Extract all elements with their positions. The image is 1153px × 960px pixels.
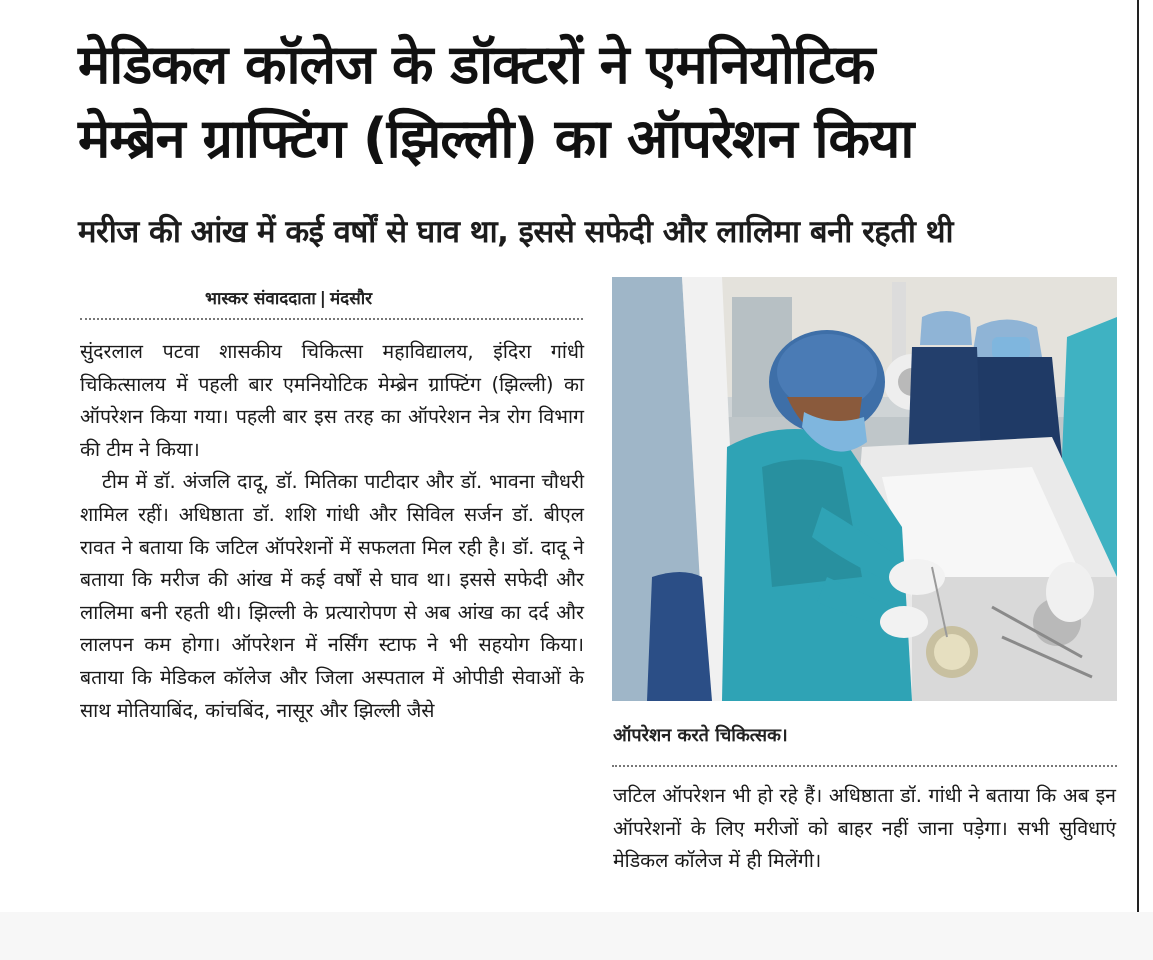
byline-place: मंदसौर bbox=[330, 289, 373, 309]
article-body-right-column bbox=[613, 780, 1116, 878]
article-paragraph-1: सुंदरलाल पटवा शासकीय चिकित्सा महाविद्यालय, इंदिरा गांधी चिकित्सालय में पहली बार एमनियोटिक मेम्ब्रेन ग्राफ्टिंग (झिल्ली) का ऑपरेशन किया गया। पहली बार इस तरह का ऑपरेशन नेत्र रोग विभाग की टीम ने किया। bbox=[80, 340, 584, 461]
article-body-left-column bbox=[80, 336, 584, 727]
article-paragraph-3: जटिल ऑपरेशन भी हो रहे हैं। अधिष्ठाता डॉ. गांधी ने बताया कि अब इन ऑपरेशनों के लिए मरीजों को बाहर नहीं जाना पड़ेगा। सभी सुविधाएं मेडिकल कॉलेज में ही मिलेंगी। bbox=[613, 784, 1116, 873]
article-paragraph-2: टीम में डॉ. अंजलि दादू, डॉ. मितिका पाटीदार और डॉ. भावना चौधरी शामिल रहीं। अधिष्ठाता डॉ. शशि गांधी और सिविल सर्जन डॉ. बीएल रावत ने बताया कि जटिल ऑपरेशनों में सफलता मिल रही है। डॉ. दादू ने बताया कि मरीज की आंख में कई वर्षों से घाव था। इससे सफेदी और लालिमा बनी रहती थी। झिल्ली के प्रत्यारोपण से अब आंख का दर्द और लालपन कम होगा। ऑपरेशन में नर्सिंग स्टाफ ने भी सहयोग किया। बताया कि मेडिकल कॉलेज और जिला अस्पताल में ओपीडी सेवाओं के साथ मोतियाबिंद, कांचबिंद, नासूर और झिल्ली जैसे bbox=[80, 470, 584, 722]
page-bottom-margin bbox=[0, 912, 1153, 960]
headline bbox=[78, 28, 1118, 176]
headline-line-2: मेम्ब्रेन ग्राफ्टिंग (झिल्ली) का ऑपरेशन किया bbox=[78, 107, 914, 170]
byline bbox=[205, 288, 505, 310]
news-photo-surgery bbox=[612, 277, 1117, 701]
surgery-photo-illustration bbox=[612, 277, 1117, 701]
byline-reporter: भास्कर संवाददाता bbox=[205, 289, 316, 309]
byline-divider bbox=[80, 318, 583, 320]
byline-separator: | bbox=[319, 289, 327, 309]
column-rule bbox=[1137, 0, 1139, 912]
caption-divider bbox=[612, 765, 1117, 767]
subheadline: मरीज की आंख में कई वर्षों से घाव था, इससे सफेदी और लालिमा बनी रहती थी bbox=[78, 214, 954, 250]
photo-caption: ऑपरेशन करते चिकित्सक। bbox=[613, 725, 788, 746]
headline-line-1: मेडिकल कॉलेज के डॉक्टरों ने एमनियोटिक bbox=[78, 33, 875, 96]
